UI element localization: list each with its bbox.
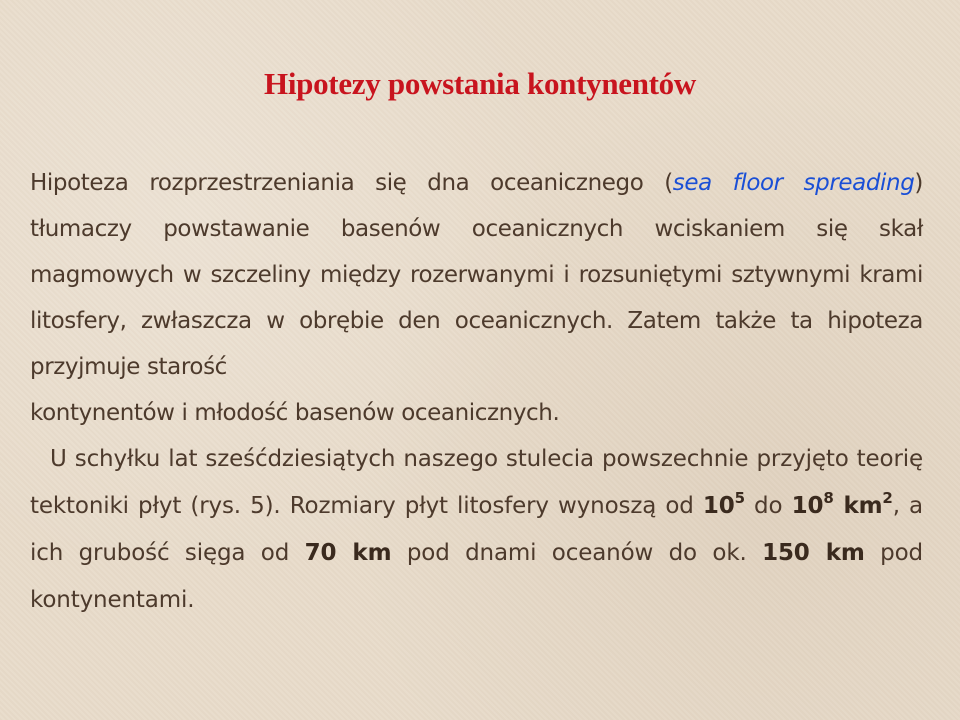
slide-title: Hipotezy powstania kontynentów bbox=[264, 66, 696, 101]
plate-size-unit-exponent: 2 bbox=[882, 489, 893, 507]
plate-size-max bbox=[791, 489, 893, 519]
paragraph2-text-4: pod kontynentami. bbox=[30, 540, 923, 613]
paragraph1-text-2: ) tłumaczy powstawanie basenów oceanicznych wciskaniem się skał magmowych w szczeliny między rozerwanymi i rozsuniętymi sztywnymi krami litosfery, zwłaszcza w obrębie den oceanicznych. Zatem także ta hipoteza przyjmuje starość bbox=[30, 170, 923, 380]
plate-size-min-base: 10 bbox=[702, 493, 735, 519]
paragraph1-last-line: kontynentów i młodość basenów oceanicznych. bbox=[30, 400, 560, 426]
plate-size-max-base: 10 bbox=[791, 493, 824, 519]
sea-floor-spreading-term: sea floor spreading bbox=[672, 170, 915, 196]
continent-plate-thickness: 150 km bbox=[762, 540, 865, 566]
plate-size-unit: km bbox=[833, 493, 883, 519]
slide-body bbox=[30, 160, 923, 624]
paragraph-sea-floor-spreading bbox=[30, 160, 923, 436]
paragraph2-text-2: , a ich grubość sięga od bbox=[30, 493, 923, 566]
paragraph1-text-1: Hipoteza rozprzestrzeniania się dna oceanicznego ( bbox=[30, 170, 673, 196]
paragraph2-text-3: pod dnami oceanów do ok. bbox=[391, 540, 763, 566]
ocean-plate-thickness: 70 km bbox=[304, 540, 392, 566]
paragraph2-connector: do bbox=[744, 493, 792, 519]
paragraph2-text-1: U schyłku lat sześćdziesiątych naszego stulecia powszechnie przyjęto teorię tektoniki płyt (rys. 5). Rozmiary płyt litosfery wynoszą od bbox=[30, 446, 923, 519]
plate-size-max-exponent: 8 bbox=[823, 489, 834, 507]
plate-size-min-exponent: 5 bbox=[734, 489, 745, 507]
paragraph-plate-tectonics bbox=[30, 436, 923, 624]
plate-size-min bbox=[702, 489, 745, 519]
